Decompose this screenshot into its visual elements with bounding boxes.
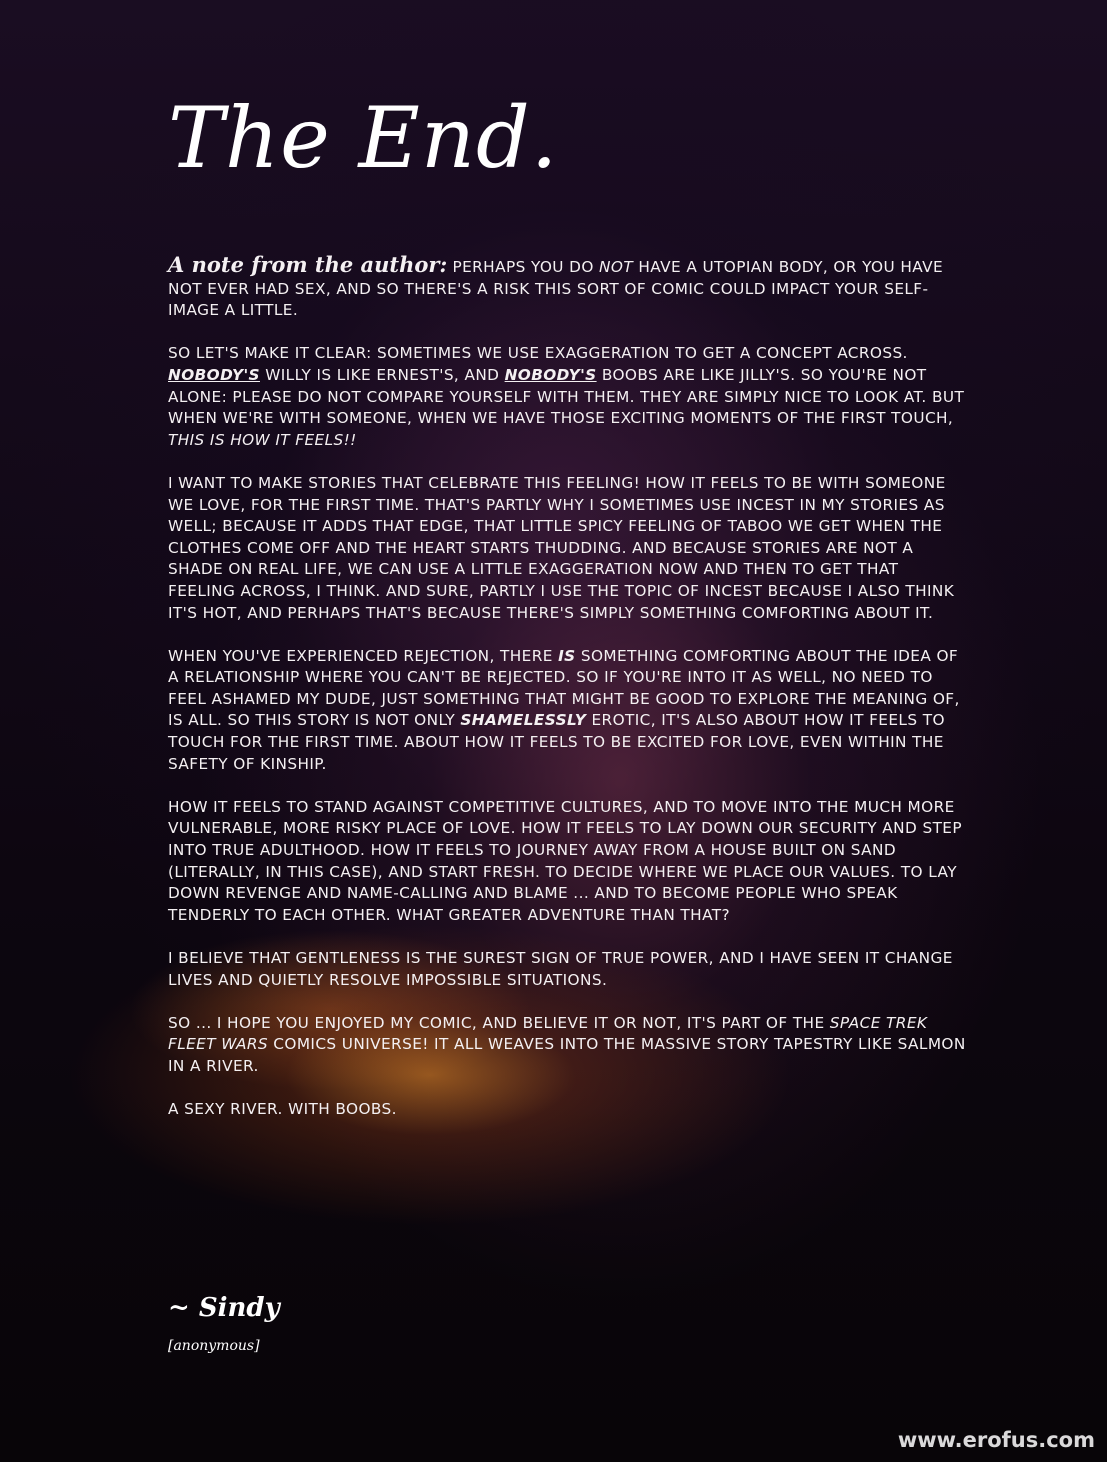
note-text: SO LET'S MAKE IT CLEAR: SOMETIMES WE USE EXAGGERATION TO GET A CONCEPT ACROSS.	[168, 344, 908, 363]
note-text: HAVE A UTOPIAN BODY, OR YOU HAVE NOT EVER HAD SEX, AND SO THERE'S A RISK THIS SORT OF COMIC COULD IMPACT YOUR SELF-IMAGE A LITTLE.	[168, 258, 944, 320]
note-emphasis: THIS IS HOW IT FEELS!!	[168, 430, 357, 449]
note-paragraph-1	[168, 254, 968, 322]
site-watermark: www.erofus.com	[897, 1428, 1095, 1452]
note-emphasis: IS	[558, 646, 576, 665]
note-text: EROTIC, IT'S ALSO ABOUT HOW IT FEELS TO TOUCH FOR THE FIRST TIME. ABOUT HOW IT FEELS TO BE EXCITED FOR LOVE, EVEN WITHIN THE SAFETY OF KINSHIP.	[168, 711, 945, 773]
note-text: BOOBS ARE LIKE JILLY'S. SO YOU'RE NOT ALONE: PLEASE DO NOT COMPARE YOURSELF WITH THEM. THEY ARE SIMPLY NICE TO LOOK AT. BUT WHEN WE'RE WITH SOMEONE, WHEN WE HAVE THOSE EXCITING MOMENTS OF THE FIRST TOUCH,	[168, 365, 965, 428]
note-emphasis: NOT	[599, 258, 634, 276]
note-paragraph-4	[168, 646, 968, 776]
note-emphasis: NOBODY'S	[168, 365, 260, 384]
note-text: SO ... I HOPE YOU ENJOYED MY COMIC, AND BELIEVE IT OR NOT, IT'S PART OF THE	[168, 1013, 830, 1032]
author-note	[168, 254, 968, 1142]
note-paragraph-3: I WANT TO MAKE STORIES THAT CELEBRATE THIS FEELING! HOW IT FEELS TO BE WITH SOMEONE WE LOVE, FOR THE FIRST TIME. THAT'S PARTLY WHY I SOMETIMES USE INCEST IN MY STORIES AS WELL; BECAUSE IT ADDS THAT EDGE, THAT LITTLE SPICY FEELING OF TABOO WE GET WHEN THE CLOTHES COME OFF AND THE HEART STARTS THUDDING. AND BECAUSE STORIES ARE NOT A SHADE ON REAL LIFE, WE CAN USE A LITTLE EXAGGERATION NOW AND THEN TO GET THAT FEELING ACROSS, I THINK. AND SURE, PARTLY I USE THE TOPIC OF INCEST BECAUSE I ALSO THINK IT'S HOT, AND PERHAPS THAT'S BECAUSE THERE'S SIMPLY SOMETHING COMFORTING ABOUT IT.	[168, 473, 955, 622]
author-signature: ~ Sindy	[168, 1293, 280, 1323]
note-text: PERHAPS YOU DO	[447, 258, 600, 276]
note-paragraph-6: I BELIEVE THAT GENTLENESS IS THE SUREST SIGN OF TRUE POWER, AND I HAVE SEEN IT CHANGE LIVES AND QUIETLY RESOLVE IMPOSSIBLE SITUATIONS.	[168, 949, 953, 989]
note-emphasis: SPACE TREK FLEET WARS	[168, 1013, 928, 1054]
note-emphasis: NOBODY'S	[504, 365, 597, 384]
note-text: WILLY IS LIKE ERNEST'S, AND	[259, 365, 505, 384]
note-paragraph-7	[168, 1013, 968, 1078]
note-lead: A note from the author:	[168, 252, 448, 277]
note-text: COMICS UNIVERSE! IT ALL WEAVES INTO THE MASSIVE STORY TAPESTRY LIKE SALMON IN A RIVER.	[168, 1035, 966, 1075]
note-paragraph-2	[168, 343, 968, 451]
page-title: The End.	[168, 89, 559, 187]
note-text: WHEN YOU'VE EXPERIENCED REJECTION, THERE	[168, 646, 559, 665]
note-emphasis: SHAMELESSLY	[460, 711, 587, 730]
note-paragraph-8: A SEXY RIVER. WITH BOOBS.	[168, 1100, 397, 1119]
note-paragraph-5: HOW IT FEELS TO STAND AGAINST COMPETITIVE CULTURES, AND TO MOVE INTO THE MUCH MORE VULNERABLE, MORE RISKY PLACE OF LOVE. HOW IT FEELS TO LAY DOWN OUR SECURITY AND STEP INTO TRUE ADULTHOOD. HOW IT FEELS TO JOURNEY AWAY FROM A HOUSE BUILT ON SAND (LITERALLY, IN THIS CASE), AND START FRESH. TO DECIDE WHERE WE PLACE OUR VALUES. TO LAY DOWN REVENGE AND NAME-CALLING AND BLAME ... AND TO BECOME PEOPLE WHO SPEAK TENDERLY TO EACH OTHER. WHAT GREATER ADVENTURE THAN THAT?	[168, 797, 962, 924]
author-anonymous-label: [anonymous]	[168, 1338, 260, 1354]
note-text: SOMETHING COMFORTING ABOUT THE IDEA OF A RELATIONSHIP WHERE YOU CAN'T BE REJECTED. SO IF YOU'RE INTO IT AS WELL, NO NEED TO FEEL ASHAMED MY DUDE, JUST SOMETHING THAT MIGHT BE GOOD TO EXPLORE THE MEANING OF, IS ALL. SO THIS STORY IS NOT ONLY	[168, 646, 960, 730]
